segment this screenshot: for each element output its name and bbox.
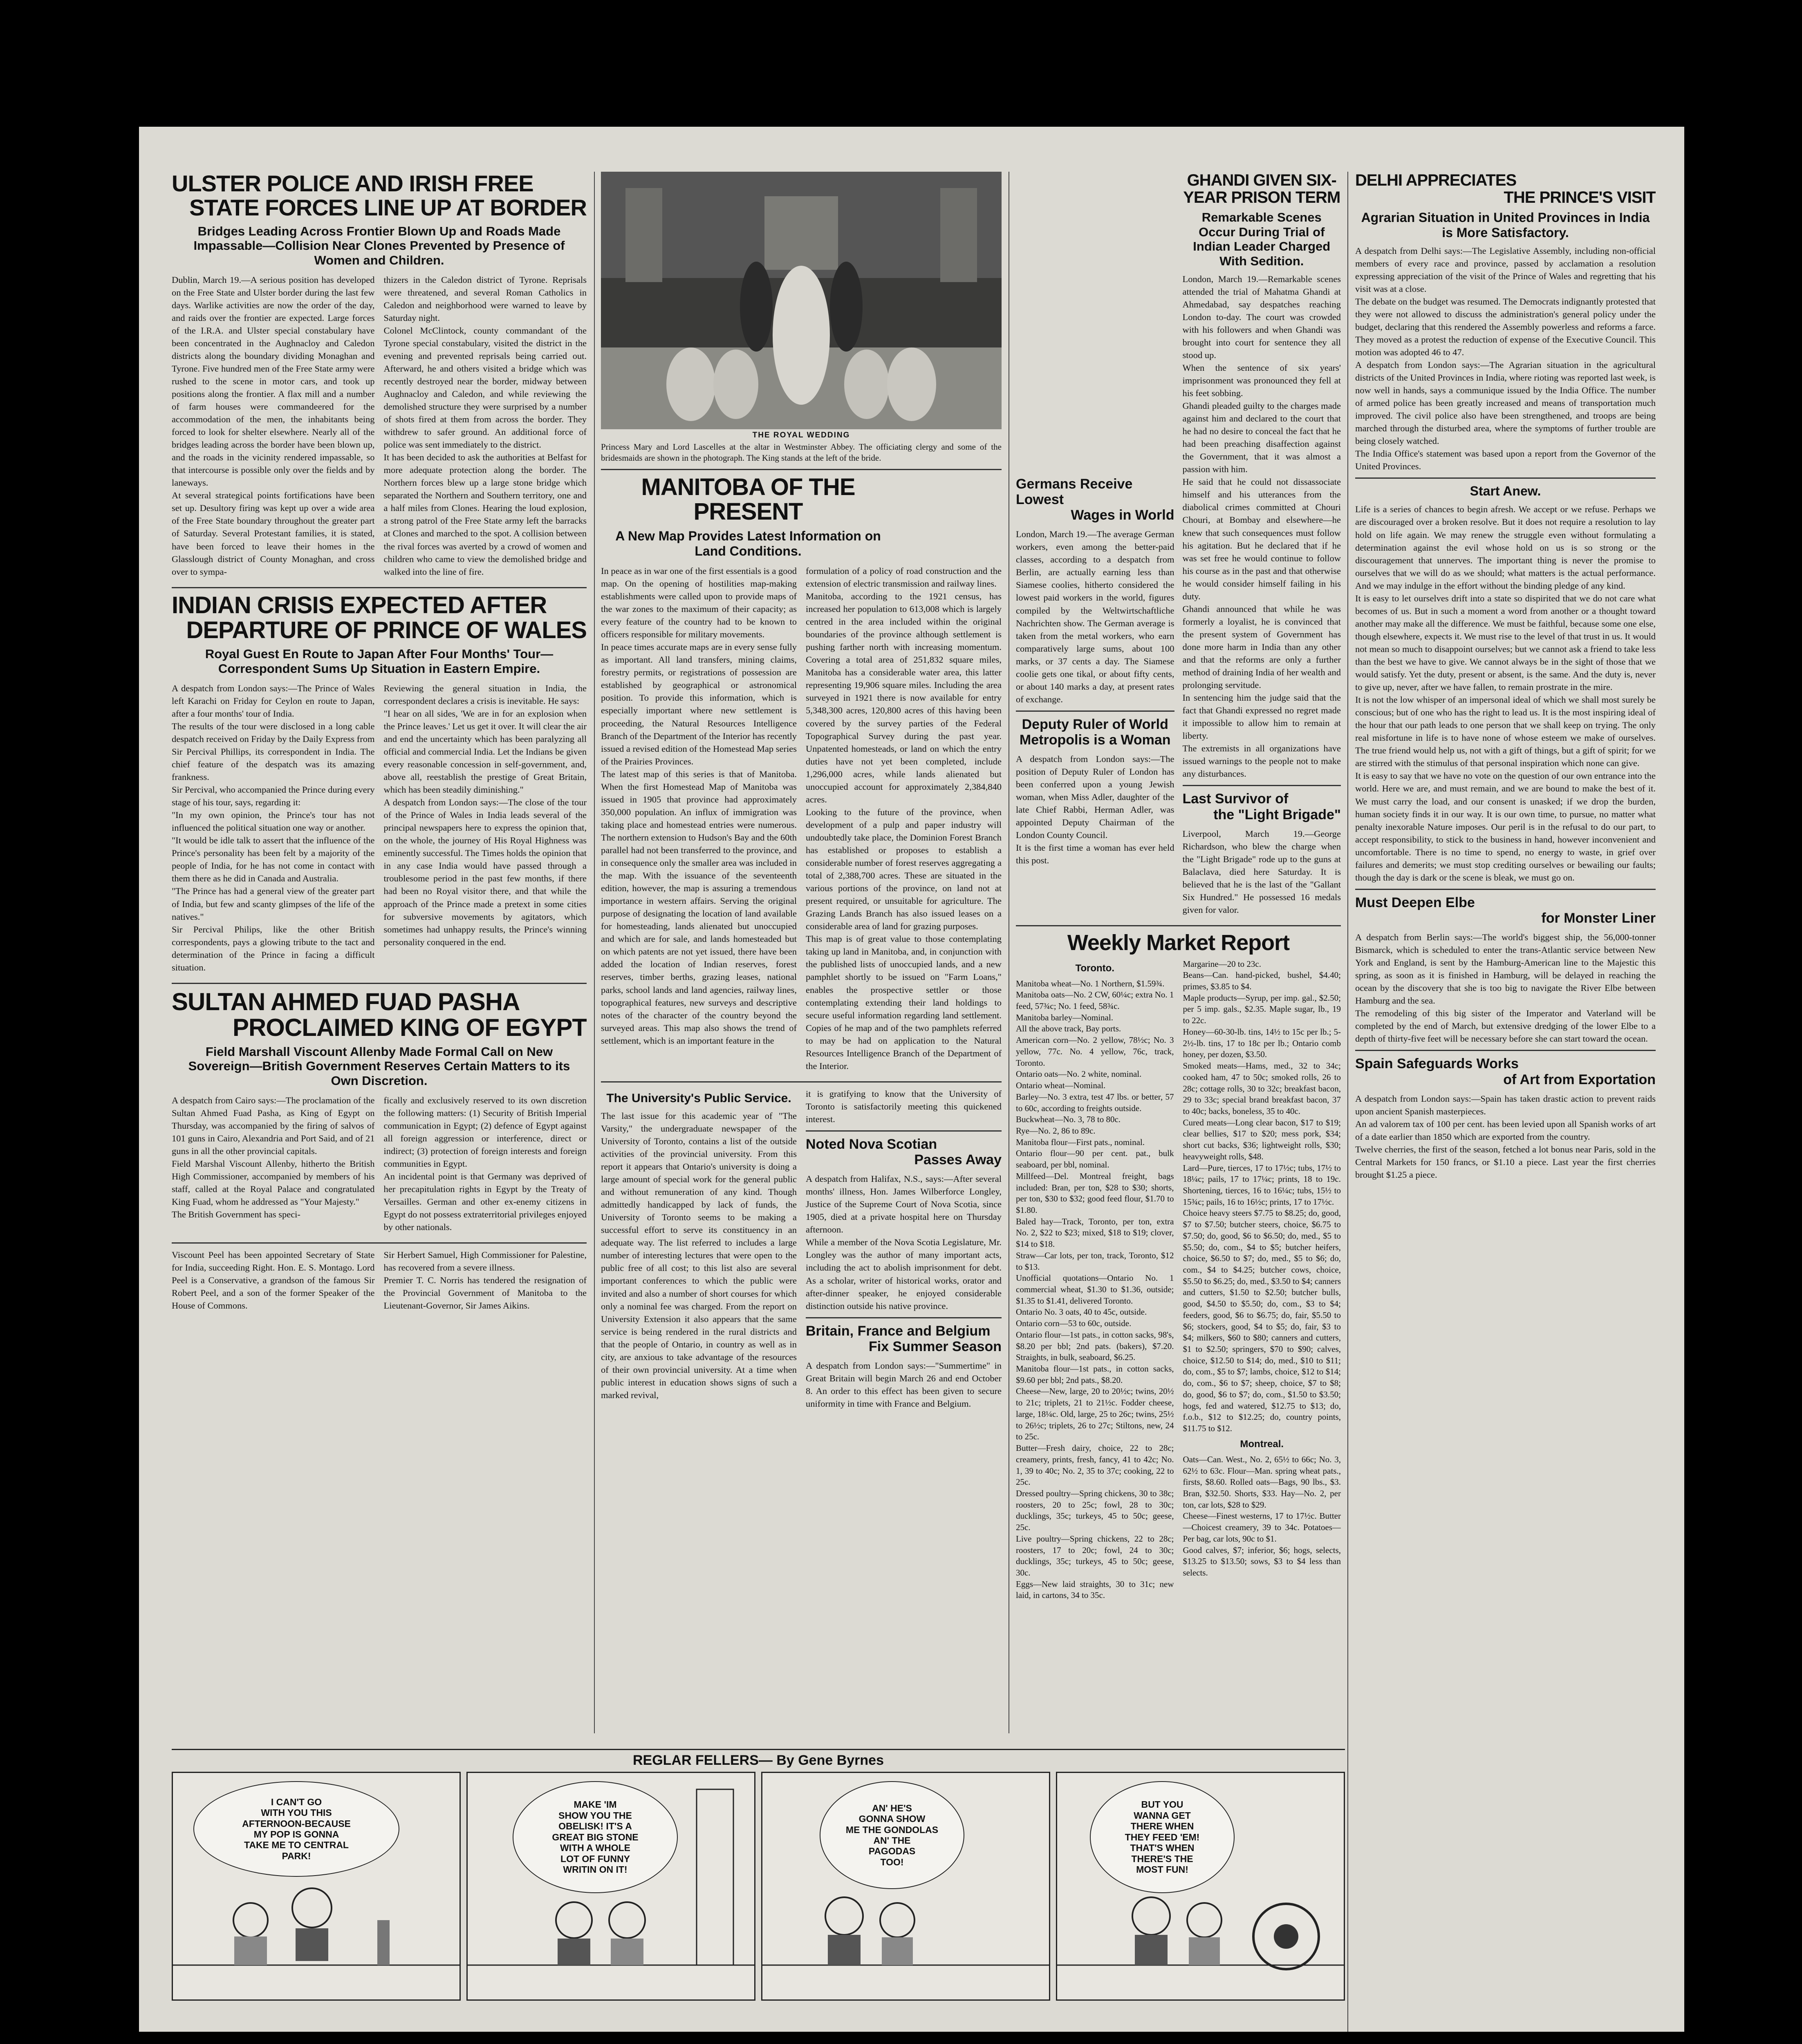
headline: Start Anew. <box>1470 484 1541 499</box>
article-text: it is gratifying to know that the University of Toronto is satisfactorily meeting this quickened interest. <box>806 1088 1002 1124</box>
headline-line: for Monster Liner <box>1541 910 1656 926</box>
headline <box>1183 791 1341 822</box>
market-city: Montreal. <box>1240 1438 1284 1450</box>
article-start-anew <box>1355 484 1656 883</box>
article-spain <box>1355 1056 1656 1181</box>
article-deputy-ruler <box>1016 717 1174 867</box>
article-sultan <box>172 989 587 1316</box>
divider <box>806 1130 1002 1132</box>
divider <box>1355 1050 1656 1051</box>
headline <box>172 172 587 220</box>
article-light-brigade <box>1183 791 1341 916</box>
article-text: thizers in the Caledon district of Tyrone. Reprisals were threatened, and several Roman Catholics in Caledon and neighborhood were warned to leave by Saturday night. Colonel McClintock, county commandant of the Tyrone special constabulary, visited the district in the evening and prevented reprisals being carried out. Afterward, he and others visited a bridge which was recently destroyed near the border, midway between Aughnacloy and Caledon, and while reviewing the demolished structure they were surprised by a number of shots fired at them from across the border. They withdrew to safer ground. An additional force of police was sent immediately to the district. It has been decided to ask the authorities at Belfast for more adequate protection along the border. The Northern forces blew up a large stone bridge which separated the Northern and Southern territory, one and a half miles from Clones. Hearing the loud explosion, a strong patrol of the Free State army left the barracks at Clones and marched to the spot. A collision between the rival forces was averted by a crowd of women and children who came to view the demolished bridge and walked into the line of fire. <box>383 274 587 577</box>
article-text: In peace as in war one of the first essentials is a good map. On the opening of hostilities map-making establishments were called upon to provide maps of the war zones to the maximum of their capacity; as every feature of the country had to be known to officers responsible for military movements. In peace times accurate maps are in every sense fully as important. All land transfers, mining claims, forestry permits, or registrations of possession are established by geographical or astronomical position. To provide this information, which is especially important where new settlement is proceeding, the Natural Resources Intelligence Branch of the Department of the Interior has recently issued a revised edition of the Homestead Map series of the Prairies Provinces. The latest map of this series is that of Manitoba. When the first Homestead Map of Manitoba was issued in 1905 that province had approximately 350,000 population. An influx of immigration was taking place and homestead entries were numerous. The northern extension to Hudson's Bay and the 60th parallel had not been transferred to the province, and in consequence only the smaller area was included in the map. With the issuance of the seventeenth edition, however, the map is assuring a tremendous importance in western affairs. Serving the original purpose of designating the location of land available for homesteading, lands alienated but unoccupied and which are for sale, and lands homesteaded but on which patents are not yet issued, there have been added the location of Indian reserves, forest reserves, timber berths, grazing leases, national parks, school lands and land agencies, railway lines, topographical features, new surveys and descriptive notes of the character of the country beyond the surveyed areas. This map also shows the trend of settlement, which is an important feature in the <box>601 565 797 1046</box>
headline-line: DEPARTURE OF PRINCE OF WALES <box>186 616 587 643</box>
column-center-right <box>1016 172 1341 1737</box>
headline <box>1355 172 1656 206</box>
article-text: A despatch from Delhi says:—The Legislative Assembly, including non-official members of every race and province, passed by acclamation a resolution expressing appreciation of the visit of the Prince of Wales and regretting that his visit was at a close. The debate on the budget was resumed. The Democrats indignantly protested that they were not allowed to discuss the administration's general policy under the budget, declaring that this rendered the Assembly powerless and reforms a farce. They moved as a protest the reduction of expense of the Executive Council. This motion was adopted 46 to 47. A despatch from London says:—The Agrarian situation in the agricultural districts of the United Provinces in India, where rioting was reported last week, is now well in hands, says a communique issued by the India Office. The number of armed police has been greatly increased and means of transportation much improved. The civil police also have been strengthened, and troops are being marched through the disturbed area, where the symptoms of further trouble are being closely watched. The India Office's statement was based upon a report from the Governor of the United Provinces. <box>1355 245 1656 472</box>
article-india-crisis <box>172 593 587 978</box>
article-text: A despatch from London says:—The Prince of Wales left Karachi on Friday for Ceylon en route to Japan, after a four months' tour of India. The results of the tour were disclosed in a long cable despatch received on Friday by the Daily Express from Sir Percival Phillips, its correspondent in India. The chief feature of the despatch was its amazing frankness. Sir Percival, who accompanied the Prince during every stage of his tour, says, regarding it: "In my own opinion, the Prince's tour has not influenced the political situation one way or another. "It would be idle talk to assert that the influence of the Prince's personality has been felt by a majority of the people of India, for he has not come in contact with them there as he did in Canada and Australia. "The Prince has had a general view of the greater part of India, but few and scanty glimpses of the life of the natives." Sir Percival Philips, like the other British correspondents, pays a glowing tribute to the tact and determination of the Prince in facing a difficult situation. <box>172 683 375 973</box>
comic-panel <box>761 1772 1050 2001</box>
market-prices: Margarine—20 to 23c. Beans—Can. hand-picked, bushel, $4.40; primes, $3.85 to $4. Maple products—Syrup, per imp. gal., $2.50; per 5 imp. gals., $2.35. Maple sugar, lb., 19 to 22c. Honey—60-30-lb. tins, 14½ to 15c per lb.; 5-2½-lb. tins, 17 to 18c per lb.; Ontario comb honey, per dozen, $3.50. Smoked meats—Hams, med., 32 to 34c; cooked ham, 47 to 50c; smoked rolls, 26 to 28c; cottage rolls, 30 to 32c; breakfast bacon, 29 to 33c; special brand breakfast bacon, 37 to 40c; backs, boneless, 35 to 40c. Cured meats—Long clear bacon, $17 to $19; clear bellies, $17 to $20; mess pork, $34; short cut backs, $36; lightweight rolls, $30; heavyweight rolls, $48. Lard—Pure, tierces, 17 to 17½c; tubs, 17½ to 18¼c; pails, 17 to 17¼c; prints, 18 to 19c. Shortening, tierces, 16 to 16¼c; tubs, 15½ to 15¾c; pails, 16 to 16½c; prints, 17 to 17½c. Choice heavy steers $7.75 to $8.25; do, good, $7 to $7.50; butcher steers, choice, $6.75 to $7.50; do, good, $6 to $6.50; do, med., $5 to $5.50; do, com., $4 to $5; butcher heifers, choice, $6.50 to $7; do, med., $5 to $6; do, com., $4 to $4.25; butcher cows, choice, $5.50 to $6.25; do, med., $3.50 to $4; canners and cutters, $1.50 to $2.50; butcher bulls, good, $4.50 to $5.50; do, com., $3 to $4; feeders, good, $6 to $6.75; do, fair, $5.50 to $6; stockers, good, $4 to $5; do, fair, $3 to $4; milkers, $60 to $80; canners and cutters, $1 to $2.50; springers, $70 to $90; calves, choice, $12.50 to $14; do, med., $10 to $11; do, com., $5 to $7; lambs, choice, $12 to $14; do, com., $6 to $7; sheep, choice, $7 to $8; do, good, $6 to $7; do, com., $1.50 to $3.50; hogs, fed and watered, $12.75 to $13; do, f.o.b., $12 to $12.25; do, country points, $11.75 to $12. <box>1183 959 1341 1434</box>
headline-line: Must Deepen Elbe <box>1355 894 1475 910</box>
headline-line: Germans Receive Lowest <box>1016 476 1133 508</box>
photo-label: THE ROYAL WEDDING <box>752 431 850 439</box>
headline-line: Spain Safeguards Works <box>1355 1056 1519 1072</box>
article-text: A despatch from London says:—Spain has taken drastic action to prevent raids upon ancient Spanish masterpieces. An ad valorem tax of 100 per cent. has been levied upon all Spanish works of art of a date earlier than 1850 which are exported from the country. Twelve cherries, the first of the season, fetched a lot bonus near Paris, sold in the Central Markets for 150 francs, or $1.10 a piece. Last year the first cherries brought $1.25 a piece. <box>1355 1093 1656 1180</box>
article-ghandi <box>1183 172 1341 780</box>
article-text: London, March 19.—The average German workers, even among the better-paid classes, according to a despatch from Berlin, are actually earning less than Siamese coolies, hitherto considered the lowest paid workers in the world, figures compiled by the Weltwirtschaftliche Nachrichten show. The German average is taken from the metal workers, who earn comparatively large sums, about 100 marks, or 37 cents a day. The Siamese coolie gets one tikal, or about fifty cents, or about 140 marks a day, at present rates of exchange. <box>1016 529 1174 704</box>
headline <box>1355 895 1656 926</box>
comic-drawing <box>173 1773 459 1999</box>
headline-line: INDIAN CRISIS EXPECTED AFTER <box>172 592 547 619</box>
headline-line: YEAR PRISON TERM <box>1183 188 1340 206</box>
article-text: Dublin, March 19.—A serious position has developed on the Free State and Ulster border during the last few days. Warlike activities are now the order of the day, and raids over the frontier are expected. Large forces of the I.R.A. and Ulster special constabulary have been concentrated in the Aughnacloy and Caledon districts along the boundary dividing Monaghan and Tyrone. Five hundred men of the Free State army were rushed to the scene in motor cars, and took up positions along the frontier. A flax mill and a number of farm houses were commandeered for the accommodation of the men, the inhabitants being forced to look for shelter elsewhere. Nearly all of the bridges leading across the border have been blown up, and the roads in the vicinity rendered impassable, so that intercourse is possible only over the fields and by laneways. At several strategical points fortifications have been set up. Desultory firing was kept up over a wide area of the Free State boundary throughout the greater part of Saturday. Several Protestant families, it is stated, have been forced to leave their homes in the Glasslough district of County Monaghan, and cross over to sympa- <box>172 274 375 577</box>
headline <box>172 593 587 643</box>
article-elbe <box>1355 895 1656 1045</box>
column-left <box>172 172 587 1737</box>
headline-line: Noted Nova Scotian <box>806 1136 937 1152</box>
headline-line: Last Survivor of <box>1182 791 1289 807</box>
wedding-photo-image <box>601 172 1002 429</box>
article-text: A despatch from London says:—"Summertime" in Great Britain will begin March 26 and end October 8. An order to this effect has been given to secure uniformity in time with France and Belgium. <box>806 1360 1002 1409</box>
comic-panel <box>466 1772 755 2001</box>
comic-panel <box>172 1772 461 2001</box>
divider <box>601 1081 1002 1083</box>
headline-line: THE PRINCE'S VISIT <box>1504 188 1656 206</box>
speech-bubble: AN' HE'S GONNA SHOW ME THE GONDOLAS AN' THE PAGODAS TOO! <box>820 1781 964 1889</box>
divider <box>1183 785 1341 786</box>
article-text: Life is a series of chances to begin afresh. We accept or we refuse. Perhaps we are discouraged over a broken resolve. But it does not require a resolution to lay hold on life again. We may renew the struggle even without formulating a determination against the evil whose hold on us is so strong or the discouragement that unnerves. The important thing is never the promise to ourselves that we will do as we should; what matters is the actual performance. And we may indulge in the effort without the binding pledge of any kind. It is easy to let ourselves drift into a state so dispirited that we do not care what becomes of us. But in such a moment a word from another or a thought toward another may make all the difference. We must be faithful, because some one else, though elsewhere, expects it. We must rise to the level of that trust in us. It would not mean so much to disappoint ourselves; but we cannot ask a friend to take less than the best we have to give. We cannot always be in the sight of those that we would satisfy. Yet the duty, present or absent, is the same. And the duty is, never to give up, never, after we have fallen, to remain prostrate in the mire. It is not the low whisper of an impersonal ideal of which we shall most surely be conscious; but of one who has the right to lead us. It is the most inspiring ideal of the hour that our path leads to one person that we shall keep on trying. The only real misfortune in life is to have none of whose esteem we make of ourselves. The true friend would help us, not with a gift of things, but a gift of spirit; for we are stirred with the stimulus of that personal inspiration which none can give. It is easy to say that we have no vote on the question of our own entrance into the world. Here we are, and must remain, and we are bound to make the best of it. We must carry the load, and our consent is unasked; if we drop the burden, human society finds it in our way. It is our own time, to pursue, no matter what penalty inexorable Nature imposes. Our peril is in the refusal to do our part, to accept responsibility, to stick to the business in hand, however inconvenient and uncomfortable. There is no time to spend, no energy to waste, in grief over failures and demerits; we must stop crediting ourselves or bewailing our faults; though the day is dark or the scene is bleak, we must go on. <box>1355 504 1656 883</box>
news-brief: Sir Herbert Samuel, High Commissioner for Palestine, has recovered from a severe illness. Premier T. C. Norris has tendered the resignation of the Provincial Government of Manitoba to the Lieutenant-Governor, Sir James Aikins. <box>383 1250 587 1311</box>
market-prices: Manitoba wheat—No. 1 Northern, $1.59¾. Manitoba oats—No. 2 CW, 60¼c; extra No. 1 feed, 57¾c; No. 1 feed, 58¾c. Manitoba barley—Nominal. All the above track, Bay ports. American corn—No. 2 yellow, 78½c; No. 3 yellow, 77c. No. 4 yellow, 76c, track, Toronto. Ontario oats—No. 2 white, nominal. Ontario wheat—Nominal. Barley—No. 3 extra, test 47 lbs. or better, 57 to 60c, according to freights outside. Buckwheat—No. 3, 78 to 80c. Rye—No. 2, 86 to 89c. Manitoba flour—First pats., nominal. Ontario flour—90 per cent. pat., bulk seaboard, per bbl, nominal. Millfeed—Del. Montreal freight, bags included: Bran, per ton, $28 to $30; shorts, per ton, $30 to $32; good feed flour, $1.70 to $1.80. Baled hay—Track, Toronto, per ton, extra No. 2, $22 to $23; mixed, $18 to $19; clover, $14 to $18. Straw—Car lots, per ton, track, Toronto, $12 to $13. Unofficial quotations—Ontario No. 1 commercial wheat, $1.30 to $1.36, outside; $1.35 to $1.41, delivered Toronto. Ontario No. 3 oats, 40 to 45c, outside. Ontario corn—53 to 60c, outside. Ontario flour—1st pats., in cotton sacks, 98's, $8.20 per bbl; 2nd pats. (bakers), $7.20. Straights, in bulk, seaboard, $6.25. Manitoba flour—1st pats., in cotton sacks, $9.60 per bbl; 2nd pats., $8.20. Cheese—New, large, 20 to 20½c; twins, 20½ to 21c; triplets, 21 to 21½c. Fodder cheese, large, 18¼c. Old, large, 25 to 26c; twins, 25½ to 26½c; triplets, 26 to 27c; Stiltons, new, 24 to 25c. Butter—Fresh dairy, choice, 22 to 28c; creamery, prints, fresh, fancy, 41 to 42c; No. 1, 39 to 40c; No. 2, 35 to 37c; cooking, 22 to 25c. Dressed poultry—Spring chickens, 30 to 38c; roosters, 20 to 25c; fowl, 28 to 30c; ducklings, 35c; turkeys, 45 to 50c; geese, 25c. Live poultry—Spring chickens, 22 to 28c; roosters, 17 to 20c; fowl, 24 to 30c; ducklings, 35c; turkeys, 45 to 50c; geese, 30c. Eggs—New laid straights, 30 to 31c; new laid, in cartons, 34 to 35c. <box>1016 978 1174 1600</box>
market-report-title: Weekly Market Report <box>1067 930 1290 955</box>
article-text: A despatch from London says:—The position of Deputy Ruler of London has been conferred upon a young Jewish woman, when Miss Adler, daughter of the late Chief Rabbi, Herman Adler, was appointed Deputy Chairman of the London County Council. It is the first time a woman has ever held this post. <box>1016 754 1174 866</box>
article-text: London, March 19.—Remarkable scenes attended the trial of Mahatma Ghandi at Ahmedabad, say despatches reaching London to-day. The court was crowded with his followers and when Ghandi was brought into court for sentence they all stood up. When the sentence of six years' imprisonment was pronounced they fell at his feet sobbing. Ghandi pleaded guilty to the charges made against him and declared to the court that he had no desire to conceal the fact that he had been preaching disaffection against the Government, that it was almost a passion with him. He said that he could not dissassociate himself and his utterances from the diabolical crimes committed at Chouri Chouri, at Bombay and elsewhere—he knew that such consequences must follow his agitation. But he declared that if he was set free he would continue to follow his course as in the past and that otherwise he would consider himself failing in his duty. Ghandi announced that while he was formerly a loyalist, he is convinced that the present system of Government has done more harm in India than any other and that the reforms are only a further method of draining India of her wealth and prolonging servitude. In sentencing him the judge said that the fact that Ghandi expressed no regret made it impossible to allow him to remain at liberty. The extremists in all organizations have issued warnings to the people not to make any disturbances. <box>1182 273 1341 779</box>
divider <box>1355 889 1656 890</box>
headline-line: STATE FORCES LINE UP AT BORDER <box>189 194 587 220</box>
headline-line: Metropolis is a Woman <box>1019 732 1171 748</box>
column-rule <box>1347 172 1348 2032</box>
headline <box>172 989 587 1040</box>
headline-line: of Art from Exportation <box>1503 1071 1656 1087</box>
article-germans-wages <box>1016 476 1174 706</box>
headline-line: SULTAN AHMED FUAD PASHA <box>172 988 520 1015</box>
headline-line: Deputy Ruler of World <box>1022 716 1168 732</box>
article-text: The last issue for this academic year of "The Varsity," the undergraduate newspaper of the University of Toronto, contains a list of the outside activities of the provincial university. From this report it appears that Ontario's university is doing a large amount of special work for the general public and without remuneration of any kind. Though admittedly handicapped by lack of funds, the University of Toronto seems to be making a successful effort to serve its constituency in an adequate way. The list referred to includes a large number of interesting lectures that were open to the public free of all cost; to this list also are several important conferences to which the public were invited and also a number of short courses for which only a nominal fee was charged. From the report on University Extension it also appears that the same service is being rendered in the rural districts and that the people of Ontario, in country as well as in city, are anxious to take advantage of the resources of their own provincial university. At a time when public interest in education shows signs of such a marked revival, <box>601 1110 797 1400</box>
headline-line: the "Light Brigade" <box>1213 807 1341 823</box>
headline <box>1016 476 1174 523</box>
headline-line: ULSTER POLICE AND IRISH FREE <box>172 172 533 196</box>
article-text: Reviewing the general situation in India, the correspondent declares a crisis is inevitable. He says: "I hear on all sides, 'We are in for an explosion when the Prince leaves.' Let us get it over. It will clear the air and end the uncertainty which has been paralyzing all official and commercial India. Let the Indians be given every reasonable concession in self-government, and, above all, reestablish the prestige of Great Britain, which has been steadily diminishing." A despatch from London says:—The close of the tour of the Prince of Wales in India leads several of the principal newspapers here to express the opinion that, on the whole, the journey of His Royal Highness was eminently successful. The Times holds the opinion that in any case India would have passed through a troublesome period in the past few months, if there had been no Royal visitor there, and that while the approach of the Prince made a pretext in some cities for subversive movements by agitators, which sometimes had unhappy results, the Prince's winning personality conquered in the end. <box>383 683 587 947</box>
comic-drawing <box>468 1773 754 1999</box>
photo-caption: Princess Mary and Lord Lascelles at the altar in Westminster Abbey. The officiating clergy and some of the bridesmaids are shown in the photograph. The King stands at the left of the bride. <box>601 442 1002 463</box>
comic-panel <box>1056 1772 1345 2001</box>
headline <box>1183 172 1341 206</box>
headline <box>1355 1056 1656 1087</box>
comic-drawing <box>762 1773 1049 1999</box>
subheadline: Remarkable Scenes Occur During Trial of Indian Leader Charged With Sedition. <box>1193 210 1331 268</box>
headline-line: Britain, France and Belgium <box>806 1323 991 1339</box>
column-right <box>1355 172 1656 2024</box>
article-delhi <box>1355 172 1656 473</box>
headline <box>806 1136 1002 1168</box>
photo-royal-wedding <box>601 172 1002 464</box>
headline-line: Fix Summer Season <box>868 1338 1002 1354</box>
divider <box>1016 925 1341 926</box>
divider <box>601 469 1002 470</box>
divider <box>172 983 587 984</box>
speech-bubble: BUT YOU WANNA GET THERE WHEN THEY FEED 'EM! THAT'S WHEN THERE'S THE MOST FUN! <box>1090 1781 1235 1893</box>
subheadline: Field Marshall Viscount Allenby Made Formal Call on New Sovereign—British Government Reserves Certain Matters to its Own Discretion. <box>188 1044 570 1088</box>
market-city: Toronto. <box>1075 962 1115 974</box>
market-prices: Oats—Can. West., No. 2, 65½ to 66c; No. 3, 62½ to 63c. Flour—Man. spring wheat pats., firsts, $8.60. Rolled oats—Bags, 90 lbs., $3. Bran, $32.50. Shorts, $33. Hay—No. 2, per ton, car lots, $28 to $29. Cheese—Finest westerns, 17 to 17½c. Butter—Choicest creamery, 39 to 34c. Potatoes—Per bag, car lots, 90c to $1. Good calves, $7; inferior, $6; hogs, selects, $13.25 to $13.50; sows, $3 to $4 less than selects. <box>1183 1454 1341 1578</box>
subheadline: Royal Guest En Route to Japan After Four Months' Tour—Correspondent Sums Up Situation in Eastern Empire. <box>205 647 554 676</box>
headline-line: Wages in World <box>1071 507 1174 523</box>
market-report <box>1016 931 1341 1605</box>
article-nova-scotian <box>806 1136 1002 1312</box>
article-summer-season <box>806 1323 1002 1410</box>
column-rule <box>594 172 595 1733</box>
speech-bubble: I CAN'T GO WITH YOU THIS AFTERNOON-BECAUSE MY POP IS GONNA TAKE ME TO CENTRAL PARK! <box>193 1781 399 1877</box>
headline: MANITOBA OF THE PRESENT <box>641 473 855 525</box>
headline <box>806 1323 1002 1354</box>
article-university <box>601 1087 797 1414</box>
comic-strip <box>172 1749 1345 2002</box>
divider <box>1016 710 1174 712</box>
comic-drawing <box>1057 1773 1344 1999</box>
wedding-photo <box>601 172 1002 429</box>
article-text: A despatch from Cairo says:—The proclamation of the Sultan Ahmed Fuad Pasha, as King of Egypt on Thursday, was accompanied by the firing of salvos of 101 guns in Cairo, Alexandria and Port Said, and of 21 guns in all the other provincial capitals. Field Marshal Viscount Allenby, hitherto the British High Commissioner, accompanied by members of his staff, called at the Royal Palace and congratulated King Fuad, whom he addressed as "Your Majesty." The British Government has speci- <box>172 1095 375 1220</box>
divider <box>172 1242 587 1244</box>
newspaper-page <box>139 127 1684 2032</box>
headline: The University's Public Service. <box>606 1091 791 1105</box>
article-ulster <box>172 172 587 582</box>
subheadline: A New Map Provides Latest Information on Land Conditions. <box>615 529 881 559</box>
article-text: A despatch from Berlin says:—The world's biggest ship, the 56,000-tonner Bismarck, which is scheduled to enter the trans-Atlantic service between New York and England, is sent by the Hamburg-American line to the Majestic this spring, as soon as it is finished in Hamburg, will be delayed in reaching the ocean by the discovery that she is too big to navigate the River Elbe between Hamburg and the sea. The remodeling of this big sister of the Imperator and Vaterland will be completed by the end of March, but extensive dredging of the lower Elbe to a depth of thirty-five feet will be necessary before she can start toward the ocean. <box>1355 932 1656 1044</box>
article-text: Liverpool, March 19.—George Richardson, who blew the charge when the "Light Brigade" rode up to the guns at Balaclava, died here Saturday. It is believed that he is the last of the "Gallant Six Hundred." He possessed 16 medals given for valor. <box>1182 828 1341 915</box>
headline-line: DELHI APPRECIATES <box>1355 172 1517 189</box>
speech-bubble: MAKE 'IM SHOW YOU THE OBELISK! IT'S A GREAT BIG STONE WITH A WHOLE LOT OF FUNNY WRITIN ON IT! <box>513 1781 678 1893</box>
column-center <box>601 172 1002 1737</box>
subheadline: Bridges Leading Across Frontier Blown Up and Roads Made Impassable—Collision Near Clones Prevented by Presence of Women and Children. <box>193 224 565 267</box>
headline-line: PROCLAIMED KING OF EGYPT <box>232 1013 587 1041</box>
divider <box>806 1317 1002 1318</box>
headline <box>1016 717 1174 748</box>
news-brief: Viscount Peel has been appointed Secretary of State for India, succeeding Right. Hon. E. S. Montago. Lord Peel is a Conservative, a grandson of the famous Sir Robert Peel, and a son of the former Speaker of the House of Commons. <box>172 1250 375 1311</box>
comic-title: REGLAR FELLERS— By Gene Byrnes <box>632 1753 884 1768</box>
article-manitoba <box>601 475 1002 1076</box>
divider <box>1355 477 1656 479</box>
article-text: A despatch from Halifax, N.S., says:—After several months' illness, Hon. James Wilberforce Longley, Justice of the Supreme Court of Nova Scotia, since 1905, died at a private hospital here on Thursday afternoon. While a member of the Nova Scotia Legislature, Mr. Longley was the author of many important acts, including the act to abolish imprisonment for debt. As a scholar, writer of historical works, orator and after-dinner speaker, he enjoyed considerable distinction outside his native province. <box>806 1174 1002 1311</box>
headline-line: Passes Away <box>914 1152 1002 1168</box>
divider <box>172 587 587 588</box>
article-text: formulation of a policy of road construction and the extension of electric transmission and railway lines. Manitoba, according to the 1921 census, has increased her population to 613,008 which is largely centred in the area included within the original boundaries of the province although settlement is pushing farther north with increasing momentum. Covering a total area of 251,832 square miles, Manitoba has a considerable water area, this latter representing 19,906 square miles. Including the area surveyed in 1921 there is now available for entry 5,348,300 acres, 120,800 acres of this having been covered by the survey parties of the Federal Topographical Survey during the past year. Unpatented homesteads, or land on which the entry duties have not yet been completed, include 1,296,000 acres, while lands alienated but unoccupied account for approximately 2,384,840 acres. Looking to the future of the province, when development of a pulp and paper industry will undoubtedly take place, the Dominion Forest Branch has established or proposes to establish a considerable number of forest reserves aggregating a total of 2,388,700 acres. These are situated in the various portions of the province, on land not at present required, or unsuitable for agriculture. The Grazing Lands Branch has also issued leases on a considerable area of land for grazing purposes. This map is of great value to those contemplating taking up land in Manitoba, and, in conjunction with the published lists of unoccupied lands, and a new pamphlet shortly to be issued on "Farm Loans," enables the prospective settler or those contemplating extending their land holdings to secure useful information regarding land settlement. Copies of he map and of the two pamphlets referred to may be had on application to the Natural Resources Intelligence Branch of the Department of the Interior. <box>806 565 1002 1071</box>
headline-line: GHANDI GIVEN SIX- <box>1187 172 1336 189</box>
subheadline: Agrarian Situation in United Provinces in India is More Satisfactory. <box>1361 210 1650 240</box>
article-text: fically and exclusively reserved to its own discretion the following matters: (1) Security of British Imperial communication in Egypt; (2) defence of Egypt against all foreign aggression or interference, direct or indirect; (3) protection of foreign interests and foreign communities in Egypt. An incidental point is that Germany was deprived of her precapitulation rights in Egypt by the Treaty of Versailles. German and other ex-enemy citizens in Egypt do not possess extraterritorial privileges enjoyed by other nationals. <box>383 1095 587 1233</box>
